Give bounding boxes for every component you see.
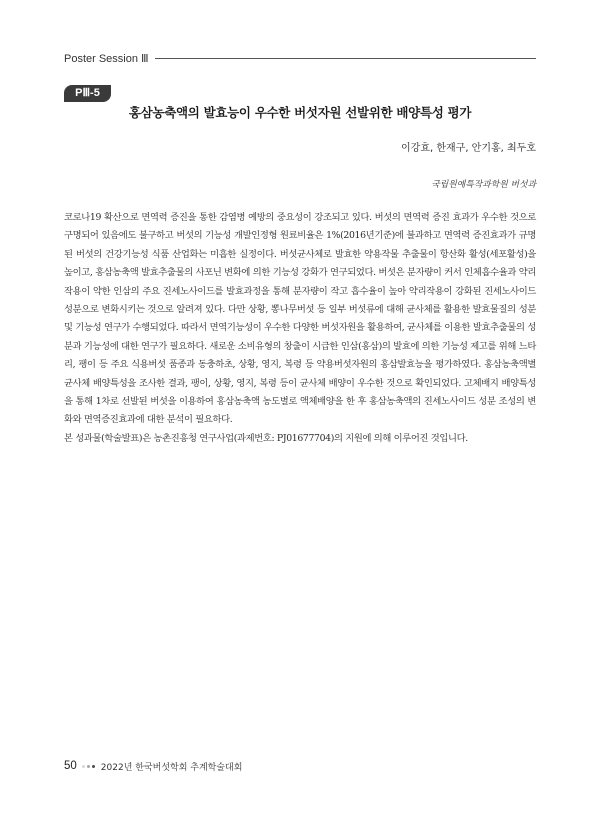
- abstract-body: [64, 209, 536, 448]
- author-list: 이강효, 한재구, 안기홍, 최두호: [401, 143, 536, 154]
- footer-dot: [82, 765, 85, 768]
- abstract-paragraph: 코로나19 확산으로 면역력 증진을 통한 감염병 예방의 중요성이 강조되고 있다. 버섯의 면역력 증진 효과가 우수한 것으로 구명되어 있음에도 불구하고 버섯의 기능성 개발인정형 원료비율은 1%(2016년기준)에 불과하고 면역력 증진효과가 규명된 버섯의 건강기능성 식품 산업화는 미흡한 실정이다. 버섯균사체로 발효한 약용작물 추출물이 항산화 활성(세포활성)을 높이고, 홍삼농축액 발효추출물의 사포닌 변화에 의한 기능성 강화가 연구되었다. 버섯은 분자량이 커서 인체흡수율과 약리작용이 약한 인삼의 주요 진세노사이드를 발효과정을 통해 분자량이 작고 흡수율이 높아 약리작용이 강화된 진세노사이드 성분으로 변화시키는 것으로 알려져 있다. 다만 상황, 뽕나무버섯 등 일부 버섯류에 대해 균사체를 활용한 발효물질의 성분 및 기능성 연구가 수행되었다. 따라서 면역기능성이 우수한 다양한 버섯자원을 활용하여, 균사체를 이용한 발효추출물의 성분과 기능성에 대한 연구가 필요하다. 새로운 소비유형의 창출이 시급한 인삼(홍삼)의 발효에 의한 기능성 제고를 위해 느타리, 팽이 등 주요 식용버섯 품종과 동충하초, 상황, 영지, 복령 등 약용버섯자원의 홍삼발효능을 평가하였다. 홍삼농축액별 균사체 배양특성을 조사한 결과, 팽이, 상황, 영지, 복령 등이 균사체 배양이 우수한 것으로 확인되었다. 고체배지 배양특성을 통해 1차로 선발된 버섯을 이용하여 홍삼농축액 농도별로 액체배양을 한 후 홍삼농축액의 진세노사이드 성분 조성의 변화와 면역증진효과에 대한 분석이 필요하다.: [64, 212, 536, 426]
- page-number: 50: [64, 760, 77, 772]
- affiliation: 국립원예특작과학원 버섯과: [431, 180, 536, 190]
- footer-dot: [92, 765, 95, 768]
- conference-name: 2022년 한국버섯학회 추계학술대회: [100, 762, 243, 773]
- footer-dot: [87, 765, 90, 768]
- running-header: [64, 50, 536, 66]
- poster-id-badge: PⅢ-5: [64, 85, 111, 102]
- session-label: Poster Session Ⅲ: [64, 52, 149, 65]
- page-footer: [64, 759, 242, 773]
- header-divider: [155, 58, 536, 59]
- footer-dots-icon: [82, 765, 95, 768]
- acknowledgement-paragraph: 본 성과물(학술발표)은 농촌진흥청 연구사업(과제번호: PJ01677704)의 지원에 의해 이루어진 것입니다.: [64, 432, 468, 444]
- paper-title: 홍삼농축액의 발효능이 우수한 버섯자원 선발위한 배양특성 평가: [128, 105, 472, 120]
